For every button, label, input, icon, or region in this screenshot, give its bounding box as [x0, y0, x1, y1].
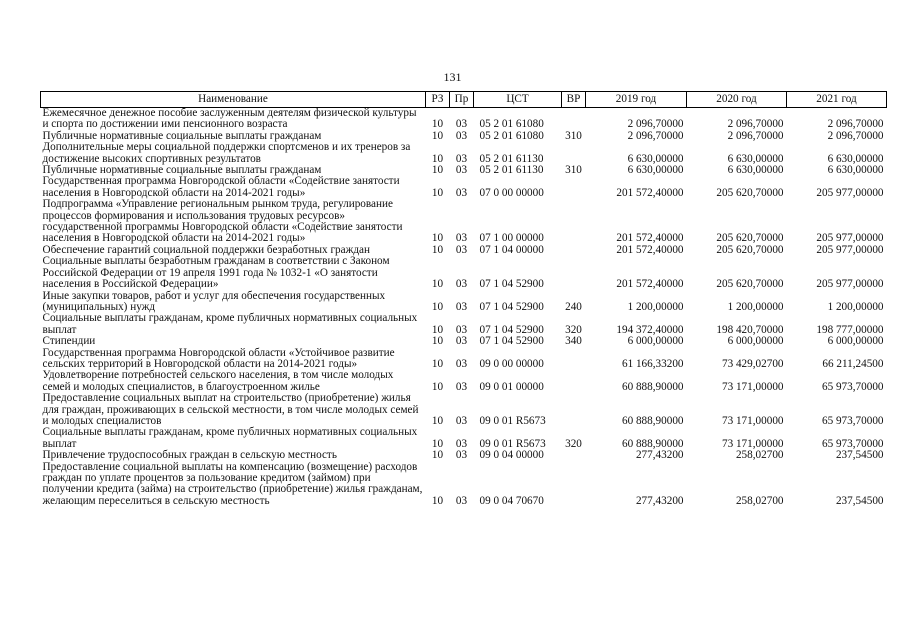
cell-vr: [562, 256, 586, 290]
cell-name: Иные закупки товаров, работ и услуг для обеспечения государственных (муниципальных) нужд: [42, 289, 386, 313]
cell-cst: 07 1 00 00000: [479, 232, 544, 245]
cell-rz: 10: [431, 129, 444, 142]
header-cst: ЦСТ: [474, 92, 562, 108]
cell-vr: [562, 393, 586, 427]
cell-2020: 73 429,02700: [721, 357, 784, 370]
cell-2019: 201 572,40000: [616, 186, 684, 199]
cell-rz: 10: [431, 414, 444, 427]
cell-2020: 73 171,00000: [721, 380, 784, 393]
cell-2020: 258,02700: [735, 449, 784, 462]
cell-2019: 201 572,40000: [616, 232, 684, 245]
header-2019: 2019 год: [586, 92, 687, 108]
cell-2019: 60 888,90000: [621, 380, 684, 393]
cell-vr: 310: [565, 164, 582, 177]
cell-rz: 10: [431, 186, 444, 199]
cell-cst: 07 0 00 00000: [479, 186, 544, 199]
cell-vr: [562, 348, 586, 371]
budget-table: [40, 91, 887, 507]
cell-2019: 201 572,40000: [616, 278, 684, 291]
cell-cst: 09 0 00 00000: [479, 357, 544, 370]
cell-2019: 2 096,70000: [627, 129, 684, 142]
cell-2021: 1 200,00000: [827, 300, 884, 313]
table-row: [41, 462, 887, 508]
cell-vr: 320: [565, 437, 582, 450]
cell-cst: 05 2 01 61080: [479, 118, 544, 131]
cell-cst: 07 1 04 52900: [479, 335, 544, 348]
cell-2020: 73 171,00000: [721, 414, 784, 427]
cell-pr: 03: [455, 437, 468, 450]
cell-pr: 03: [455, 164, 468, 177]
cell-2020: 6 630,00000: [727, 152, 784, 165]
cell-pr: 03: [455, 118, 468, 131]
header-vr: ВР: [562, 92, 586, 108]
cell-rz: 10: [431, 335, 444, 348]
cell-2019: 6 000,00000: [627, 335, 684, 348]
cell-2021: 2 096,70000: [827, 129, 884, 142]
cell-rz: 10: [431, 232, 444, 245]
cell-name: Государственная программа Новгородской области «Содействие занятости населения в Новгородской области на 2014-2021 годы»: [42, 175, 400, 199]
table-row: [41, 450, 887, 461]
cell-vr: [562, 462, 586, 508]
cell-2021: 198 777,00000: [816, 323, 884, 336]
cell-2020: 205 620,70000: [716, 243, 784, 256]
table-row: [41, 370, 887, 393]
cell-rz: 10: [431, 164, 444, 177]
cell-vr: 310: [565, 129, 582, 142]
cell-2021: 6 000,00000: [827, 335, 884, 348]
cell-cst: 07 1 04 52900: [479, 300, 544, 313]
cell-rz: 10: [431, 300, 444, 313]
cell-pr: 03: [455, 380, 468, 393]
cell-cst: 07 1 04 52900: [479, 323, 544, 336]
cell-2019: 6 630,00000: [627, 164, 684, 177]
cell-rz: 10: [431, 437, 444, 450]
cell-pr: 03: [455, 186, 468, 199]
cell-2019: 277,43200: [635, 449, 684, 462]
cell-name: Дополнительные меры социальной поддержки спортсменов и их тренеров за достижение высоких спортивных результатов: [42, 141, 411, 165]
cell-rz: 10: [431, 323, 444, 336]
cell-2021: 237,54500: [835, 494, 884, 507]
cell-2021: 65 973,70000: [821, 437, 884, 450]
cell-name: Стипендии: [42, 335, 96, 348]
table-row: [41, 336, 887, 347]
cell-2019: 277,43200: [635, 494, 684, 507]
cell-2021: 6 630,00000: [827, 164, 884, 177]
cell-name: Предоставление социальных выплат на строительство (приобретение) жилья для граждан, проживающих в сельской местности, в том числе молодых семей и молодых специалистов: [42, 392, 419, 427]
cell-rz: 10: [431, 118, 444, 131]
cell-2020: 198 420,70000: [716, 323, 784, 336]
cell-name: Социальные выплаты безработным гражданам в соответствии с Законом Российской Федерации от 19 апреля 1991 года № 1032-1 «О занятости населения в Российской Федерации»: [42, 255, 390, 291]
cell-pr: 03: [455, 278, 468, 291]
cell-rz: 10: [431, 494, 444, 507]
table-row: [41, 313, 887, 336]
cell-cst: 05 2 01 61130: [479, 152, 544, 165]
cell-pr: 03: [455, 300, 468, 313]
cell-2021: 205 977,00000: [816, 278, 884, 291]
table-row: [41, 427, 887, 450]
table-body: [41, 108, 887, 508]
cell-name: Государственная программа Новгородской области «Устойчивое развитие сельских территорий в Новгородской области на 2014-2021 годы»: [42, 346, 395, 370]
cell-name: Социальные выплаты гражданам, кроме публичных нормативных социальных выплат: [42, 312, 418, 336]
cell-2021: 6 630,00000: [827, 152, 884, 165]
cell-rz: 10: [431, 357, 444, 370]
cell-2020: 205 620,70000: [716, 232, 784, 245]
header-pr: Пр: [450, 92, 474, 108]
cell-cst: 07 1 04 52900: [479, 278, 544, 291]
cell-rz: 10: [431, 380, 444, 393]
cell-vr: [562, 176, 586, 199]
cell-vr: [562, 142, 586, 165]
cell-2019: 194 372,40000: [616, 323, 684, 336]
cell-pr: 03: [455, 243, 468, 256]
cell-rz: 10: [431, 243, 444, 256]
cell-cst: 09 0 01 R5673: [479, 437, 546, 450]
cell-name: Публичные нормативные социальные выплаты гражданам: [42, 129, 322, 142]
cell-name: Привлечение трудоспособных граждан в сельскую местность: [42, 449, 337, 462]
cell-2021: 205 977,00000: [816, 232, 884, 245]
header-name: Наименование: [41, 92, 426, 108]
cell-2021: 237,54500: [835, 449, 884, 462]
cell-2020: 205 620,70000: [716, 186, 784, 199]
cell-cst: 05 2 01 61130: [479, 164, 544, 177]
cell-pr: 03: [455, 152, 468, 165]
cell-2020: 73 171,00000: [721, 437, 784, 450]
cell-vr: [562, 370, 586, 393]
cell-vr: 340: [565, 335, 582, 348]
cell-vr: [562, 245, 586, 256]
cell-2019: 6 630,00000: [627, 152, 684, 165]
cell-pr: 03: [455, 414, 468, 427]
cell-vr: [562, 450, 586, 461]
cell-name: Публичные нормативные социальные выплаты гражданам: [42, 164, 322, 177]
cell-2020: 6 000,00000: [727, 335, 784, 348]
header-rz: РЗ: [426, 92, 450, 108]
cell-2019: 60 888,90000: [621, 437, 684, 450]
header-2020: 2020 год: [687, 92, 787, 108]
cell-name: Подпрограмма «Управление региональным рынком труда, регулирование процессов формирования и использования трудовых ресурсов» государственной программы Новгородской области «Содействие занятости населения в Новгородской области на 2014-2021 годы»: [42, 198, 403, 245]
cell-cst: 09 0 01 00000: [479, 380, 544, 393]
cell-rz: 10: [431, 152, 444, 165]
cell-2020: 205 620,70000: [716, 278, 784, 291]
cell-rz: 10: [431, 278, 444, 291]
table-row: [41, 108, 887, 131]
cell-pr: 03: [455, 357, 468, 370]
table-row: [41, 142, 887, 165]
cell-2021: 205 977,00000: [816, 243, 884, 256]
cell-cst: 07 1 04 00000: [479, 243, 544, 256]
cell-2020: 2 096,70000: [727, 118, 784, 131]
cell-2021: 65 973,70000: [821, 380, 884, 393]
cell-2021: 66 211,24500: [822, 357, 884, 370]
cell-name: Предоставление социальной выплаты на компенсацию (возмещение) расходов граждан по уплате процентов за пользование кредитом (займом) при получении кредита (займа) на строительство (приобретение) жилья гражданам, желающим переселиться в сельскую местность: [42, 460, 423, 507]
cell-2020: 2 096,70000: [727, 129, 784, 142]
cell-name: Удовлетворение потребностей сельского населения, в том числе молодых семей и молодых специалистов, в благоустроенном жилье: [42, 369, 394, 393]
cell-2019: 61 166,33200: [621, 357, 684, 370]
cell-vr: [562, 108, 586, 131]
cell-vr: 320: [565, 323, 582, 336]
cell-vr: 240: [565, 300, 582, 313]
cell-2020: 6 630,00000: [727, 164, 784, 177]
cell-vr: [562, 199, 586, 245]
cell-pr: 03: [455, 129, 468, 142]
cell-2020: 1 200,00000: [727, 300, 784, 313]
cell-2019: 1 200,00000: [627, 300, 684, 313]
cell-name: Социальные выплаты гражданам, кроме публичных нормативных социальных выплат: [42, 426, 418, 450]
cell-2021: 205 977,00000: [816, 186, 884, 199]
table-header-row: [41, 92, 887, 108]
cell-cst: 05 2 01 61080: [479, 129, 544, 142]
cell-rz: 10: [431, 449, 444, 462]
cell-name: Ежемесячное денежное пособие заслуженным деятелям физической культуры и спорта по достижении ими пенсионного возраста: [42, 107, 417, 131]
cell-cst: 09 0 04 70670: [479, 494, 544, 507]
table-row: [41, 176, 887, 199]
cell-name: Обеспечение гарантий социальной поддержки безработных граждан: [42, 243, 370, 256]
cell-2020: 258,02700: [735, 494, 784, 507]
table-row: [41, 393, 887, 427]
page-number: 131: [443, 70, 462, 84]
cell-2021: 65 973,70000: [821, 414, 884, 427]
table-row: [41, 256, 887, 290]
cell-2019: 60 888,90000: [621, 414, 684, 427]
table-row: [41, 348, 887, 371]
cell-pr: 03: [455, 449, 468, 462]
cell-pr: 03: [455, 323, 468, 336]
cell-2021: 2 096,70000: [827, 118, 884, 131]
cell-2019: 201 572,40000: [616, 243, 684, 256]
table-row: [41, 199, 887, 245]
cell-pr: 03: [455, 494, 468, 507]
cell-cst: 09 0 01 R5673: [479, 414, 546, 427]
cell-pr: 03: [455, 232, 468, 245]
cell-cst: 09 0 04 00000: [479, 449, 544, 462]
cell-pr: 03: [455, 335, 468, 348]
header-2021: 2021 год: [787, 92, 887, 108]
cell-2019: 2 096,70000: [627, 118, 684, 131]
table-row: [41, 291, 887, 314]
